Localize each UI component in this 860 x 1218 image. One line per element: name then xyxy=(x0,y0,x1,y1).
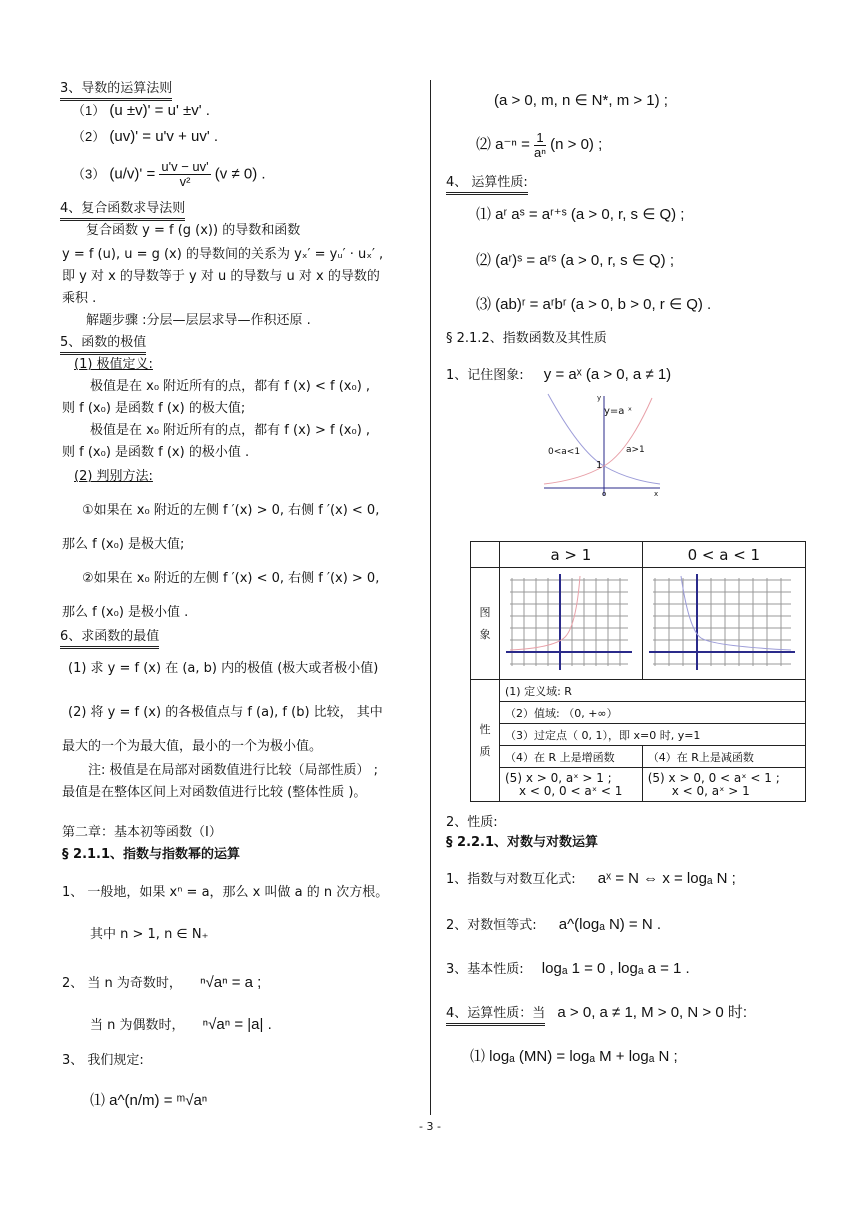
increasing-curve xyxy=(510,576,580,650)
op-prop-3: ⑶ (ab)ʳ = aʳbʳ (a > 0, b > 0, r ∈ Q) . xyxy=(476,296,712,313)
intercept-label: 1 xyxy=(596,460,603,471)
prop-decreasing: （4）在 R上是减函数 xyxy=(642,746,805,768)
chapter-2-title: 第二章：基本初等函数（Ⅰ） xyxy=(62,825,222,840)
graph-row-label: 图 象 xyxy=(471,568,500,680)
judge-line-2: 那么 f (x₀) 是极大值; xyxy=(62,537,185,552)
section-221-title: § 2.2.1、对数与对数运算 xyxy=(446,835,599,850)
prop-row-4 xyxy=(471,746,806,768)
exponential-graph xyxy=(540,392,664,500)
section-3-title: 3、导数的运算法则 xyxy=(60,80,172,101)
maxmin-line-4: 注: 极值是在局部对函数值进行比较（局部性质） ; xyxy=(88,763,379,778)
even-root: 当 n 为偶数时， ⁿ√aⁿ = |a| . xyxy=(90,1016,272,1033)
root-cond: 其中 n > 1, n ∈ N₊ xyxy=(90,927,209,942)
rule-3: （3） (u/v)' = $\frac{u'v - uv'}{\text{v²}}$ (v ≠ 0) . xyxy=(72,159,266,189)
odd-root: 2、 当 n 为奇数时， ⁿ√aⁿ = a ; xyxy=(62,974,262,991)
prop-fixed-point: （3）过定点（ 0, 1），即 x=0 时, y=1 xyxy=(500,724,806,746)
maxmin-line-1: (1) 求 y = f (x) 在 (a, b) 内的极值 (极大或者极小值) xyxy=(68,661,379,676)
section-6-title: 6、求函数的最值 xyxy=(60,628,159,649)
rule-1: （1） (u ±v)' = u' ±v' . xyxy=(72,102,210,119)
maxmin-line-3: 最大的一个为最大值，最小的一个为极小值。 xyxy=(62,739,323,754)
section-4-title: 4、复合函数求导法则 xyxy=(60,200,185,221)
prop-row-1 xyxy=(471,680,806,702)
prop-row-5 xyxy=(471,768,806,802)
table-graph-row xyxy=(471,568,806,680)
origin-label: o xyxy=(602,490,607,498)
x-axis-label: x xyxy=(654,490,659,498)
root-def: 1、 一般地，如果 xⁿ = a，那么 x 叫做 a 的 n 次方根。 xyxy=(62,885,389,900)
exp-property-table xyxy=(470,541,806,802)
rule-2: （2） (uv)' = u'v + uv' . xyxy=(72,128,219,145)
properties-label: 2、性质: xyxy=(446,815,498,830)
log-product-rule: ⑴ logₐ (MN) = logₐ M + logₐ N ; xyxy=(470,1048,678,1065)
graph-decreasing xyxy=(645,570,799,674)
composite-line-3: 即 y 对 x 的导数等于 y 对 u 的导数与 u 对 x 的导数的 xyxy=(62,269,380,284)
rule-define: 3、 我们规定: xyxy=(62,1053,144,1068)
prop-row-3 xyxy=(471,724,806,746)
maxmin-line-5: 最值是在整体区间上对函数值进行比较 (整体性质 )。 xyxy=(62,785,367,800)
prop-5a-line-2: x < 0, 0 < aˣ < 1 xyxy=(519,783,623,798)
maxmin-line-2: (2) 将 y = f (x) 的各极值点与 f (a), f (b) 比较， 其中 xyxy=(68,705,383,720)
extremum-line-1: 极值是在 x₀ 附近所有的点，都有 f (x) < f (x₀) , xyxy=(90,379,371,394)
prop-row-label: 性 质 xyxy=(471,680,500,802)
prop-5b-line-2: x < 0, aˣ > 1 xyxy=(671,783,750,798)
graph-intro: 1、记住图象: y = aˣ (a > 0, a ≠ 1) xyxy=(446,366,672,383)
prop-domain: (1) 定义域: R xyxy=(500,680,806,702)
judge-line-4: 那么 f (x₀) 是极小值 . xyxy=(62,605,189,620)
prop-5b-line-1: (5) x > 0, 0 < aˣ < 1 ; xyxy=(647,770,780,785)
y-axis-label: y xyxy=(597,394,602,402)
composite-line-1: 复合函数 y = f (g (x)) 的导数和函数 xyxy=(86,223,301,238)
section-5-title: 5、函数的极值 xyxy=(60,334,146,355)
composite-line-2: y = f (u), u = g (x) 的导数间的关系为 yₓ′ = yᵤ′ · uₓ′ , xyxy=(62,247,384,262)
header-a-lt-1: 0 < a < 1 xyxy=(642,542,805,568)
judge-line-1: ①如果在 x₀ 附近的左侧 f ′(x) > 0, 右侧 f ′(x) < 0, xyxy=(82,503,380,518)
header-a-gt-1: a > 1 xyxy=(500,542,643,568)
graph-increasing xyxy=(502,570,636,674)
curve-large-base xyxy=(544,398,652,484)
judge-line-3: ②如果在 x₀ 附近的左侧 f ′(x) < 0, 右侧 f ′(x) > 0, xyxy=(82,571,380,586)
extremum-line-4: 则 f (x₀) 是函数 f (x) 的极小值 . xyxy=(62,445,250,460)
prop-increasing: （4）在 R 上是增函数 xyxy=(500,746,643,768)
op-prop-1: ⑴ aʳ aˢ = aʳ⁺ˢ (a > 0, r, s ∈ Q) ; xyxy=(476,206,685,223)
judge-method-title: (2) 判别方法: xyxy=(74,469,153,484)
negative-exp: ⑵ a⁻ⁿ = $\frac{1}{\text{aⁿ}}$ (n > 0) ; xyxy=(476,129,603,160)
exp-cond: (a > 0, m, n ∈ N*, m > 1) ; xyxy=(494,92,668,109)
log-identity: 2、对数恒等式: a^(logₐ N) = N . xyxy=(446,916,662,933)
page-number: - 3 - xyxy=(419,1120,441,1133)
log-basic-props: 3、基本性质: logₐ 1 = 0 , logₐ a = 1 . xyxy=(446,960,690,977)
section-212-title: § 2.1.2、指数函数及其性质 xyxy=(446,331,607,346)
composite-line-5: 解题步骤 :分层—层层求导—作积还原 . xyxy=(86,313,311,328)
composite-line-4: 乘积 . xyxy=(62,291,97,306)
extremum-def-title: (1) 极值定义: xyxy=(74,357,153,372)
op-props-title: 4、 运算性质: xyxy=(446,174,528,195)
small-base-label: 0<a<1 xyxy=(548,447,581,457)
prop-range: （2）值域: （0, +∞） xyxy=(500,702,806,724)
extremum-line-3: 极值是在 x₀ 附近所有的点，都有 f (x) > f (x₀) , xyxy=(90,423,371,438)
column-divider xyxy=(430,80,431,1115)
rational-exp-def: ⑴ a^(n/m) = ᵐ√aⁿ xyxy=(90,1092,208,1109)
section-211-title: § 2.1.1、指数与指数幂的运算 xyxy=(62,847,241,862)
extremum-line-2: 则 f (x₀) 是函数 f (x) 的极大值; xyxy=(62,401,246,416)
op-prop-2: ⑵ (aʳ)ˢ = aʳˢ (a > 0, r, s ∈ Q) ; xyxy=(476,252,675,269)
large-base-label: a>1 xyxy=(626,445,645,455)
log-op-props: 4、运算性质：当 a > 0, a ≠ 1, M > 0, N > 0 时: xyxy=(446,1004,747,1026)
prop-row-2 xyxy=(471,702,806,724)
log-exp-conversion: 1、指数与对数互化式: aˣ = N ⇔ x = logₐ N ; xyxy=(446,870,736,887)
curve-equation-label: y=a ˣ xyxy=(604,406,633,417)
table-header-row xyxy=(471,542,806,568)
prop-5a-line-1: (5) x > 0, aˣ > 1 ; xyxy=(505,770,612,785)
